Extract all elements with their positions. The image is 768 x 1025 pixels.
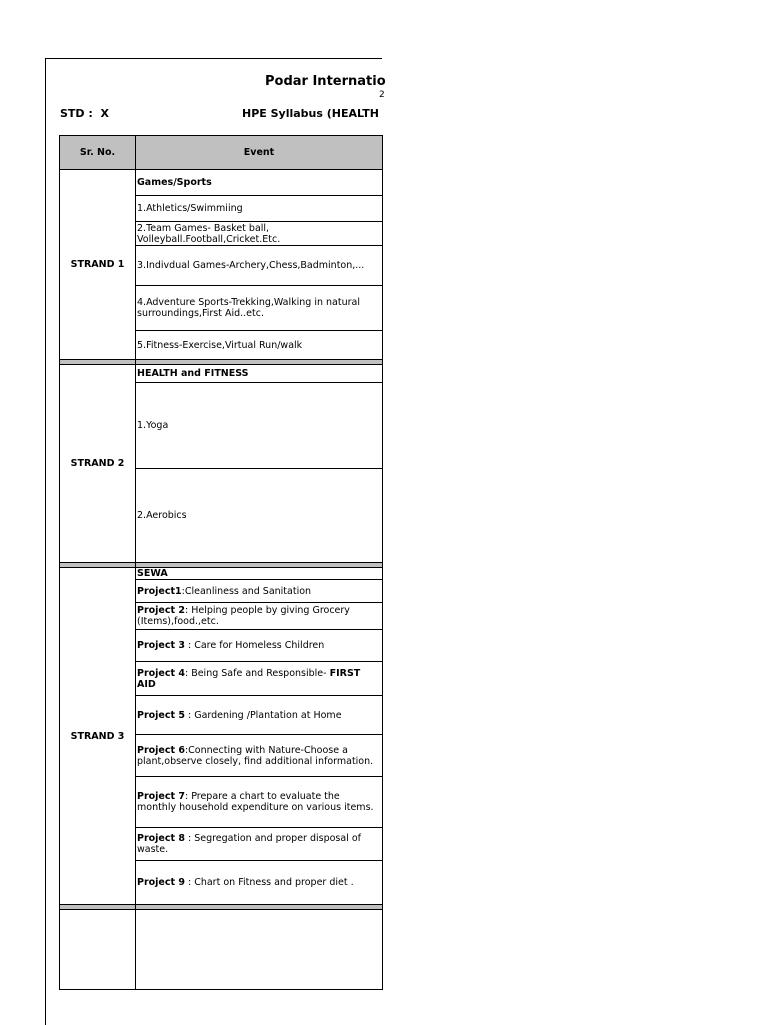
project-text: : Prepare a chart to evaluate the monthly household expenditure on various items.: [137, 791, 374, 813]
project-cell: [136, 696, 383, 735]
table-row: [60, 910, 383, 990]
project-text: : Chart on Fitness and proper diet .: [184, 877, 354, 888]
event-cell: 4.Adventure Sports-Trekking,Walking in natural surroundings,First Aid..etc.: [136, 286, 383, 331]
empty-cell: [136, 910, 383, 990]
spreadsheet-sheet: [45, 58, 386, 1025]
project-title: Project1: [137, 585, 182, 597]
event-cell: 2.Team Games- Basket ball, Volleyball.Football,Cricket.Etc.: [136, 222, 383, 246]
project-title: Project 3: [137, 640, 185, 651]
project-cell: [136, 735, 383, 777]
project-title: Project 6: [137, 744, 185, 756]
col-header-event: Event: [136, 136, 383, 170]
project-text: : Care for Homeless Children: [184, 640, 325, 651]
strand-1-label: STRAND 1: [60, 170, 136, 360]
project-text: : Being Safe and Responsible-: [184, 667, 330, 679]
project-cell: [136, 777, 383, 828]
strand-3-label: STRAND 3: [60, 568, 136, 905]
project-text: : Helping people by giving Grocery (Items),food.,etc.: [137, 605, 350, 627]
project-cell: [136, 828, 383, 861]
event-cell: 3.Indivdual Games-Archery,Chess,Badminton,...: [136, 246, 383, 286]
project-title: Project 2: [137, 605, 185, 616]
project-cell: [136, 603, 383, 630]
empty-cell: [60, 910, 136, 990]
project-suffix: FIRST AID: [137, 667, 361, 690]
table-row: [60, 170, 383, 196]
project-title: Project 7: [137, 791, 185, 802]
table-header-row: [60, 136, 383, 170]
project-text: : Gardening /Plantation at Home: [184, 709, 342, 721]
event-cell: 1.Athletics/Swimmiing: [136, 196, 383, 222]
project-text: : Segregation and proper disposal of waste.: [137, 833, 362, 855]
project-title: Project 5: [137, 709, 185, 721]
strand-2-label: STRAND 2: [60, 365, 136, 563]
project-cell: [136, 662, 383, 696]
project-text: :Connecting with Nature-Choose a plant,observe closely, find additional information.: [137, 744, 374, 767]
project-cell: [136, 580, 383, 603]
strand-3-heading: SEWA: [136, 568, 383, 580]
strand-2-heading: HEALTH and FITNESS: [136, 365, 383, 383]
table-row: [60, 568, 383, 580]
event-cell: 5.Fitness-Exercise,Virtual Run/walk: [136, 331, 383, 360]
syllabus-title: HPE Syllabus (HEALTH: [242, 107, 379, 120]
syllabus-table: [59, 135, 383, 990]
project-title: Project 4: [137, 667, 185, 679]
table-row: [60, 365, 383, 383]
event-cell: 1.Yoga: [136, 383, 383, 469]
std-label-text: STD :: [60, 107, 93, 120]
project-title: Project 9: [137, 877, 185, 888]
title-subline: 2: [379, 90, 385, 100]
event-cell: 2.Aerobics: [136, 469, 383, 563]
std-label: [60, 107, 109, 120]
project-text: :Cleanliness and Sanitation: [181, 585, 312, 597]
project-cell: [136, 861, 383, 905]
school-title: Podar Internatio: [265, 74, 386, 89]
project-title: Project 8: [137, 833, 185, 844]
strand-1-heading: Games/Sports: [136, 170, 383, 196]
std-value: X: [100, 107, 109, 120]
col-header-sr-no: Sr. No.: [60, 136, 136, 170]
project-cell: [136, 630, 383, 662]
